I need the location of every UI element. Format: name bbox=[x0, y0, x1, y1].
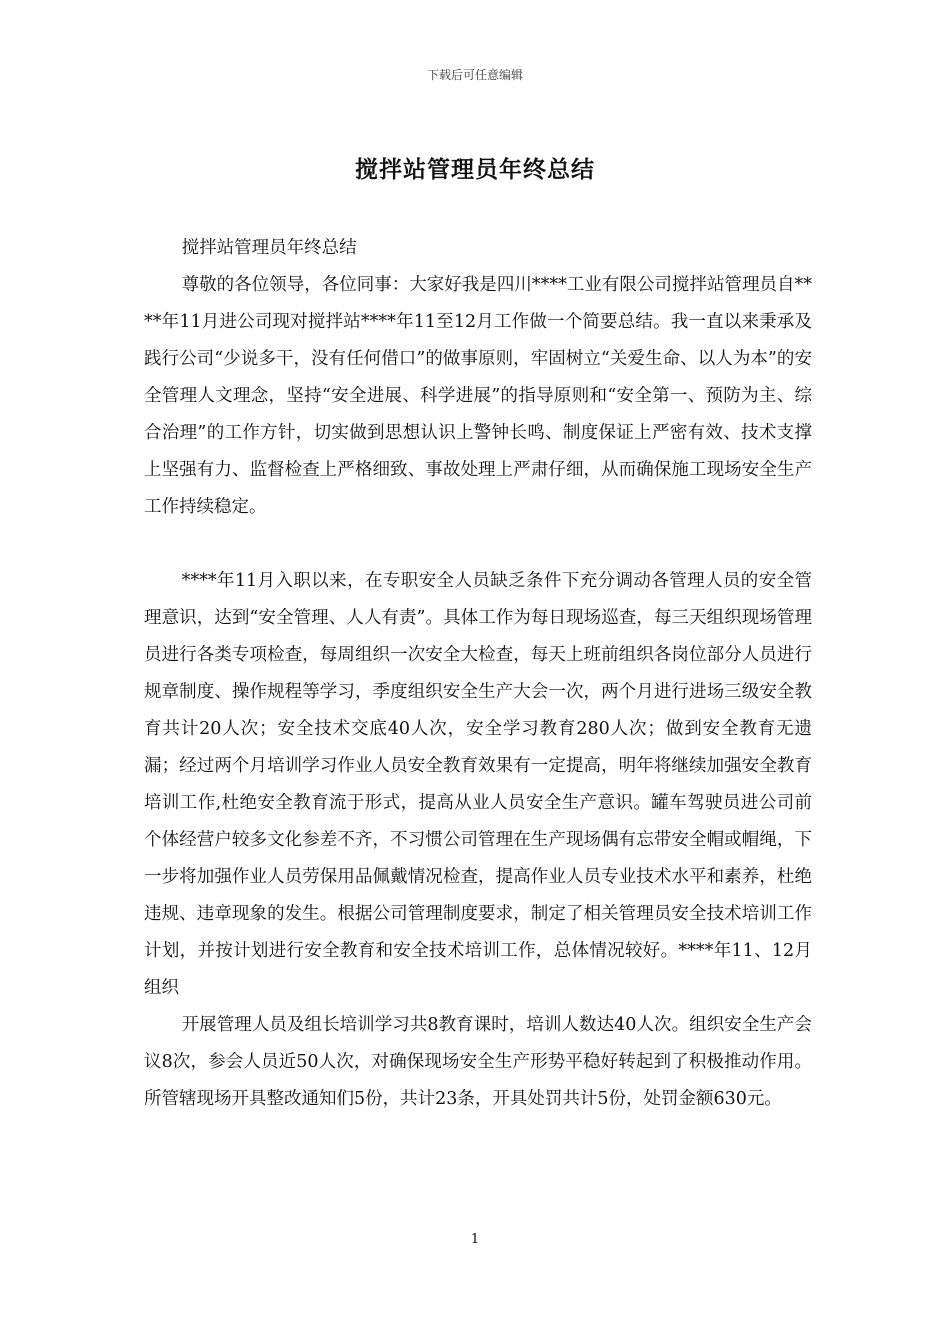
document-body bbox=[144, 230, 812, 1118]
body-subtitle: 搅拌站管理员年终总结 bbox=[181, 238, 357, 258]
body-paragraph: ****年11月入职以来，在专职安全人员缺乏条件下充分调动各管理人员的安全管理意识，达到“安全管理、人人有责”。具体工作为每日现场巡查，每三天组织现场管理员进行各类专项检查，每周组织一次安全大检查，每天上班前组织各岗位部分人员进行规章制度、操作规程等学习，季度组织安全生产大会一次，两个月进行进场三级安全教育共计20人次；安全技术交底40人次，安全学习教育280人次；做到安全教育无遗漏；经过两个月培训学习作业人员安全教育效果有一定提高，明年将继续加强安全教育培训工作,杜绝安全教育流于形式，提高从业人员安全生产意识。罐车驾驶员进公司前个体经营户较多文化参差不齐，不习惯公司管理在生产现场偶有忘带安全帽或帽绳，下一步将加强作业人员劳保用品佩戴情况检查，提高作业人员专业技术水平和素养，杜绝违规、违章现象的发生。根据公司管理制度要求，制定了相关管理员安全技术培训工作计划，并按计划进行安全教育和安全技术培训工作，总体情况较好。****年11、12月组织 bbox=[144, 571, 812, 998]
document-title: 搅拌站管理员年终总结 bbox=[355, 156, 595, 183]
body-paragraph: 尊敬的各位领导，各位同事：大家好我是四川****工业有限公司搅拌站管理员自****年11月进公司现对搅拌站****年11至12月工作做一个简要总结。我一直以来秉承及践行公司“少说多干，没有任何借口”的做事原则，牢固树立“关爱生命、以人为本”的安全管理人文理念，坚持“安全进展、科学进展”的指导原则和“安全第一、预防为主、综合治理”的工作方针，切实做到思想认识上警钟长鸣、制度保证上严密有效、技术支撑上坚强有力、监督检查上严格细致、事故处理上严肃仔细，从而确保施工现场安全生产工作持续稳定。 bbox=[144, 275, 812, 517]
body-paragraph: 开展管理人员及组长培训学习共8教育课时，培训人数达40人次。组织安全生产会议8次，参会人员近50人次，对确保现场安全生产形势平稳好转起到了积极推动作用。所管辖现场开具整改通知们5份，共计23条，开具处罚共计5份，处罚金额630元。 bbox=[144, 1015, 812, 1109]
page-number: 1 bbox=[470, 1232, 480, 1247]
header-note: 下载后可任意编辑 bbox=[426, 68, 523, 82]
